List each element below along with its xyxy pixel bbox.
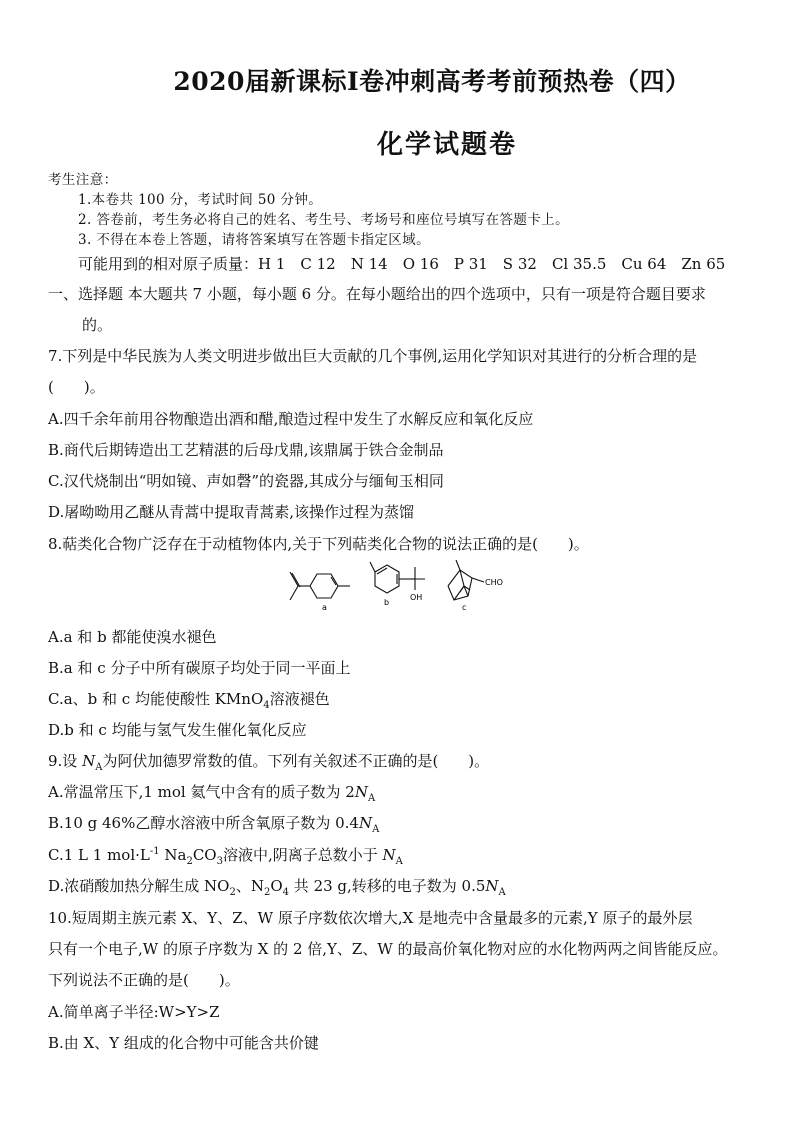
formula-part: 、N — [235, 877, 264, 895]
q8-option-c — [48, 689, 330, 709]
label-b: b — [384, 598, 390, 607]
q8-option-c-text: C.a、b 和 c 均能使酸性 KMnO — [48, 690, 264, 708]
na-symbol: N — [485, 877, 499, 895]
q9-option-d-text: D.浓硝酸加热分解生成 NO — [48, 877, 230, 895]
q9-stem-post: 为阿伏加德罗常数的值。下列有关叙述不正确的是( )。 — [102, 752, 490, 770]
notice-heading: 考生注意： — [48, 172, 118, 188]
terpene-structures-figure — [270, 560, 520, 616]
notice-item-1: 1.本卷共 100 分，考试时间 50 分钟。 — [78, 192, 323, 208]
formula-part: O — [270, 877, 283, 895]
q8-option-d: D.b 和 c 均能与氢气发生催化氧化反应 — [48, 721, 307, 739]
q8-stem: 8.萜类化合物广泛存在于动植物体内,关于下列萜类化合物的说法正确的是( )。 — [48, 535, 589, 553]
atomic-masses: 可能用到的相对原子质量：H 1 C 12 N 14 O 16 P 31 S 32 Cl 35.5 Cu 64 Zn 65 — [78, 255, 726, 273]
q9-option-d — [48, 876, 506, 896]
q8-option-c-tail: 溶液褪色 — [269, 690, 330, 708]
subscript: 2 — [186, 856, 193, 867]
q9-stem — [48, 751, 489, 771]
na-symbol: N — [358, 814, 373, 832]
subscript: 4 — [263, 700, 270, 711]
q7-stem: 7.下列是中华民族为人类文明进步做出巨大贡献的几个事例,运用化学知识对其进行的分析合理的是 — [48, 347, 698, 365]
na-symbol: N — [354, 783, 368, 801]
q8-option-a: A.a 和 b 都能使溴水褪色 — [48, 628, 217, 646]
q7-option-b: B.商代后期铸造出工艺精湛的后母戊鼎,该鼎属于铁合金制品 — [48, 441, 444, 459]
subscript: A — [395, 856, 403, 867]
q7-option-c: C.汉代烧制出“明如镜、声如磬”的瓷器,其成分与缅甸玉相同 — [48, 472, 444, 490]
exam-title: 2020届新课标Ⅰ卷冲刺高考考前预热卷（四） — [173, 67, 691, 96]
q10-stem-line2: 只有一个电子,W 的原子序数为 X 的 2 倍,Y、Z、W 的最高价氧化物对应的水化物两两之间皆能反应。 — [48, 940, 728, 958]
notice-item-2: 2. 答卷前，考生务必将自己的姓名、考生号、考场号和座位号填写在答题卡上。 — [78, 212, 569, 228]
section-heading: 一、选择题 本大题共 7 小题，每小题 6 分。在每小题给出的四个选项中，只有一项是符合题目要求 — [48, 285, 706, 303]
q10-stem-line3: 下列说法不正确的是( )。 — [48, 971, 240, 989]
section-heading-cont: 的。 — [82, 316, 113, 334]
q9-option-c-text: C.1 L 1 mol·L — [48, 846, 150, 864]
q7-option-d: D.屠呦呦用乙醚从青蒿中提取青蒿素,该操作过程为蒸馏 — [48, 503, 415, 521]
q9-option-c-tail: 溶液中,阴离子总数小于 — [222, 846, 383, 864]
label-oh: OH — [410, 593, 423, 602]
na-symbol: N — [382, 846, 396, 864]
q10-stem-line1: 10.短周期主族元素 X、Y、Z、W 原子序数依次增大,X 是地壳中含量最多的元素,Y 原子的最外层 — [48, 909, 693, 927]
formula-part: Na — [159, 846, 187, 864]
molecule-b — [370, 562, 425, 593]
exam-subtitle: 化学试题卷 — [376, 130, 517, 160]
subscript: A — [95, 762, 103, 773]
subscript: 2 — [229, 887, 236, 898]
superscript: -1 — [149, 846, 160, 857]
q8-option-b: B.a 和 c 分子中所有碳原子均处于同一平面上 — [48, 659, 351, 677]
subscript: A — [367, 793, 376, 804]
subscript: 3 — [216, 856, 223, 867]
q9-option-b — [48, 813, 379, 833]
q10-option-b: B.由 X、Y 组成的化合物中可能含共价键 — [48, 1034, 319, 1052]
label-cho: CHO — [485, 578, 503, 587]
q9-option-a — [48, 782, 375, 802]
q7-stem-bracket: ( )。 — [48, 378, 105, 396]
na-symbol: N — [82, 752, 96, 770]
label-c: c — [462, 603, 467, 612]
notice-item-3: 3. 不得在本卷上答题，请将答案填写在答题卡指定区域。 — [78, 232, 430, 248]
q9-stem-pre: 9.设 — [48, 752, 83, 770]
q9-option-b-text: B.10 g 46%乙醇水溶液中所含氧原子数为 0.4 — [48, 814, 359, 832]
subscript: A — [498, 887, 506, 898]
q10-option-a: A.简单离子半径:W>Y>Z — [48, 1003, 220, 1021]
molecule-a — [290, 572, 350, 600]
formula-part: CO — [192, 846, 217, 864]
label-a: a — [322, 603, 327, 612]
q7-option-a: A.四千余年前用谷物酿造出酒和醋,酿造过程中发生了水解反应和氧化反应 — [48, 410, 534, 428]
q9-option-c — [48, 845, 403, 865]
molecule-c — [448, 560, 484, 600]
subscript: 4 — [282, 887, 290, 898]
subscript: 2 — [263, 887, 271, 898]
q9-option-d-tail: 共 23 g,转移的电子数为 0.5 — [289, 877, 486, 895]
subscript: A — [372, 824, 380, 835]
q9-option-a-text: A.常温常压下,1 mol 氦气中含有的质子数为 2 — [48, 783, 355, 801]
